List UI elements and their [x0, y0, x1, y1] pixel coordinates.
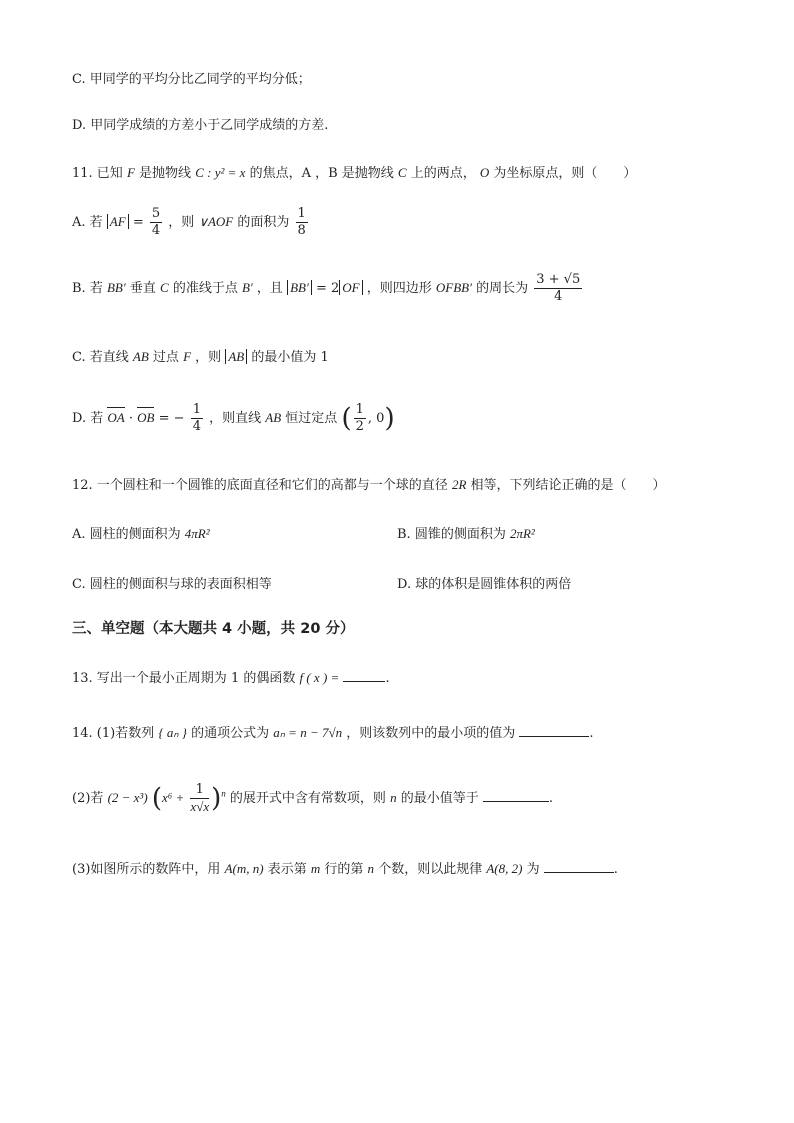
q11-c-text: C. 若直线: [72, 350, 129, 365]
q11-a-rden: 8: [297, 223, 306, 238]
q14-p3-text: 表示第: [267, 862, 307, 877]
q11-b-text: 垂直: [129, 281, 156, 296]
q14-p3-dot: .: [613, 862, 618, 877]
q11-stem-text: 的焦点，A ，B 是抛物线: [249, 166, 394, 181]
q11-stem-text: 是抛物线: [139, 166, 192, 181]
q10-option-d: D. 甲同学成绩的方差小于乙同学成绩的方差.: [72, 118, 329, 133]
q11-d-text: 恒过定点: [285, 411, 338, 426]
q11-stem-text: 上的两点，: [410, 166, 476, 181]
q11-b-eq: = 2: [315, 281, 340, 296]
q11-a-abs: AF: [107, 214, 129, 229]
q14-p3-var-m: m: [310, 861, 321, 876]
q14-p3-var-n: n: [367, 861, 375, 876]
q14-p2-dot: .: [548, 791, 553, 806]
q11-stem-text: 为坐标原点，则（ ）: [493, 166, 637, 181]
q11-parabola-eq: C : y² = x: [195, 165, 246, 180]
q12-a-value: 4πR²: [184, 526, 210, 541]
q11-c-text: 过点: [152, 350, 179, 365]
q11-d-vector-ob: OB: [137, 410, 155, 425]
q11-a-den: 4: [151, 223, 161, 238]
q14-p3-notation: A(m, n): [224, 861, 264, 876]
q13-function: f ( x ) =: [299, 670, 340, 685]
q11-b-text: ，则四边形: [366, 281, 432, 296]
q11-d-den: 4: [192, 419, 201, 434]
q11-a-result: [296, 206, 308, 239]
q13-text: 13. 写出一个最小正周期为 1 的偶函数: [72, 671, 296, 686]
q12-stem-text: 相等，下列结论正确的是（ ）: [470, 478, 666, 493]
q12-stem-text: 12. 一个圆柱和一个圆锥的底面直径和它们的高都与一个球的直径: [72, 478, 448, 493]
q11-option-b: [72, 272, 584, 305]
q14-p3-answer-blank[interactable]: [544, 871, 614, 873]
q12-b-value: 2πR²: [509, 526, 535, 541]
q14-p1-dot: .: [589, 726, 594, 741]
q14-p2-text: 的最小值等于: [400, 791, 479, 806]
q11-d-text: D. 若: [72, 411, 104, 426]
q13-end: .: [385, 671, 390, 686]
q11-d-paren-close: ): [384, 403, 395, 434]
q14-p2-var-n: n: [390, 790, 397, 805]
q14-p3-text: 行的第: [324, 862, 364, 877]
q10-option-c: C. 甲同学的平均分比乙同学的平均分低；: [72, 72, 311, 87]
q11-a-text: 的面积为: [237, 215, 290, 230]
q11-b-quad: OFBB′: [435, 280, 472, 295]
q11-d-vector-oa: OA: [107, 410, 125, 425]
q14-p3-target: A(8, 2): [486, 861, 523, 876]
section-title: 三、单空题（本大题共 4 小题，共 20 分）: [72, 621, 355, 637]
q11-b-den: 4: [554, 289, 563, 304]
q11-b-text: 的准线于点: [172, 281, 238, 296]
q14-p1-sequence: { aₙ }: [158, 725, 187, 740]
q11-d-pden: 2: [355, 419, 364, 434]
q11-stem: [72, 162, 636, 181]
q11-a-rnum: 1: [297, 206, 306, 221]
q11-b-num: 3 + √5: [536, 272, 581, 287]
q11-c-text: ，则: [195, 350, 222, 365]
q14-part2: [72, 782, 553, 815]
q14-part3: [72, 858, 618, 877]
q11-d-num: 1: [192, 402, 201, 417]
q11-b-text: B. 若: [72, 281, 103, 296]
q11-b-text: 的周长为: [476, 281, 529, 296]
q14-p3-text: 为: [526, 862, 540, 877]
q14-p3-text: 个数，则以此规律: [378, 862, 483, 877]
q12-b-text: B. 圆锥的侧面积为: [397, 527, 506, 542]
q11-d-point-frac: [354, 402, 366, 435]
q11-d-dot: ·: [128, 411, 133, 426]
q14-p2-answer-blank[interactable]: [483, 800, 549, 802]
q11-b-point: B′: [241, 280, 253, 295]
q14-p1-text: ，则该数列中的最小项的值为: [346, 726, 516, 741]
q11-stem-text: 11. 已知: [72, 166, 123, 181]
q11-c-line: AB: [132, 349, 149, 364]
q11-a-fraction: [150, 206, 162, 239]
q12-option-b: [397, 523, 535, 542]
q11-c-text: 的最小值为 1: [251, 350, 329, 365]
q11-d-eq: = −: [158, 411, 185, 426]
q13-answer-blank[interactable]: [343, 680, 385, 682]
q11-a-text: A. 若: [72, 215, 103, 230]
q14-p2-fraction: [190, 782, 209, 815]
q12-a-text: A. 圆柱的侧面积为: [72, 527, 181, 542]
q11-b-fraction: [534, 272, 582, 305]
q14-p2-exponent: n: [221, 788, 226, 799]
q11-b-text: ，且: [256, 281, 283, 296]
q11-var-f: F: [126, 165, 135, 180]
q11-b-var-c: C: [160, 280, 169, 295]
q11-c-point: F: [183, 349, 192, 364]
q12-option-a: [72, 523, 210, 542]
q12-stem: [72, 474, 666, 493]
q14-p2-text: 的展开式中含有常数项，则: [229, 791, 386, 806]
q11-d-text: ，则直线: [209, 411, 262, 426]
q11-var-o: O: [479, 165, 490, 180]
q14-p2-paren-open: (: [151, 783, 162, 814]
q11-b-segment: BB′: [106, 280, 126, 295]
q14-p2-text: (2)若: [72, 791, 104, 806]
q11-d-paren-open: (: [341, 403, 352, 434]
q11-d-pnum: 1: [355, 402, 364, 417]
q11-b-abs2: OF: [339, 280, 362, 295]
q14-p3-text: (3)如图所示的数阵中，用: [72, 862, 221, 877]
q13: [72, 667, 390, 686]
q11-a-num: 5: [151, 206, 161, 221]
q14-p2-den: x√x: [190, 799, 210, 814]
q14-p1-text: 的通项公式为: [191, 726, 270, 741]
q12-option-d: D. 球的体积是圆锥体积的两倍: [397, 577, 572, 592]
q11-a-eq: =: [132, 215, 144, 230]
q11-d-point-y: , 0: [367, 411, 385, 426]
q14-p1-text: 14. (1)若数列: [72, 726, 155, 741]
q11-var-c: C: [397, 165, 407, 180]
q14-p1-answer-blank[interactable]: [519, 735, 589, 737]
q11-option-d: [72, 402, 395, 435]
q14-p1-formula: aₙ = n − 7√n: [273, 725, 343, 740]
q14-p2-paren-close: ): [211, 783, 222, 814]
q11-option-a: [72, 206, 310, 239]
q12-diameter: 2R: [451, 477, 467, 492]
q11-d-fraction: [191, 402, 203, 435]
q14-part1: [72, 722, 594, 741]
q12-option-c: C. 圆柱的侧面积与球的表面积相等: [72, 577, 272, 592]
q11-a-triangle: ∨AOF: [198, 214, 234, 229]
q14-p2-factor: (2 − x³): [107, 790, 148, 805]
q11-b-abs1: BB′: [287, 280, 312, 295]
q11-c-abs: AB: [225, 349, 247, 364]
q11-option-c: [72, 346, 329, 365]
q14-p2-num: 1: [190, 782, 209, 799]
q14-p2-term: x⁶ +: [161, 790, 185, 805]
q11-a-text: ，则: [168, 215, 195, 230]
q11-d-line: AB: [265, 410, 282, 425]
